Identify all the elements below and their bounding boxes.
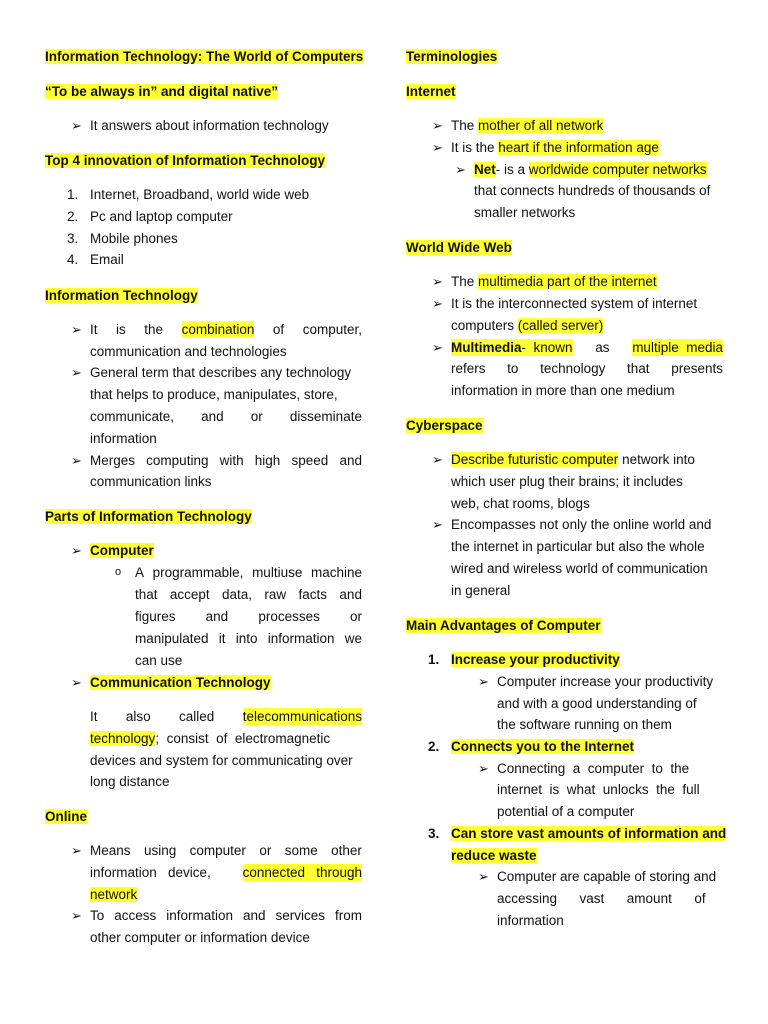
arrow-bullet-icon: ➢ <box>71 322 82 337</box>
www-bullet-1: The multimedia part of the internet <box>451 274 657 289</box>
cyberspace-heading: Cyberspace <box>406 418 483 433</box>
it-bullet-2-line-4: information <box>90 431 157 446</box>
arrow-bullet-icon: ➢ <box>71 908 82 923</box>
list-item: Email <box>90 252 124 267</box>
internet-bullet-2: It is the heart if the information age <box>451 140 659 155</box>
parts-heading: Parts of Information Technology <box>45 509 252 524</box>
net-bullet-line-1: Net- is a worldwide computer networks <box>474 162 707 177</box>
cyber-bullet-1-line-2: which user plug their brains; it includes <box>451 474 683 489</box>
arrow-bullet-icon: ➢ <box>478 761 489 776</box>
cyber-bullet-2-line-4: in general <box>451 583 511 598</box>
circle-bullet-icon: o <box>115 566 122 578</box>
cyber-bullet-2-line-3: wired and wireless world of communication <box>451 561 708 576</box>
computer-label: Computer <box>90 543 154 558</box>
arrow-bullet-icon: ➢ <box>71 843 82 858</box>
arrow-bullet-icon: ➢ <box>432 140 443 155</box>
comm-desc-line-2: technology; consist of electromagnetic <box>90 731 331 746</box>
arrow-bullet-icon: ➢ <box>432 452 443 467</box>
internet-bullet-1: The mother of all network <box>451 118 604 133</box>
comm-desc-line-1: It also called telecommunications <box>90 709 362 724</box>
it-bullet-3-line-2: communication links <box>90 474 212 489</box>
arrow-bullet-icon: ➢ <box>478 869 489 884</box>
quote-heading: “To be always in” and digital native” <box>45 84 279 99</box>
advantage-title: Increase your productivity <box>451 652 620 667</box>
www-bullet-2-line-1: It is the interconnected system of internet <box>451 296 698 311</box>
cyber-bullet-2-line-1: Encompasses not only the online world and <box>451 517 712 532</box>
www-bullet-3-line-3: information in more than one medium <box>451 383 675 398</box>
document-title: Information Technology: The World of Computers <box>45 49 364 64</box>
cyber-bullet-1-line-3: web, chat rooms, blogs <box>451 496 590 511</box>
net-bullet-line-2: that connects hundreds of thousands of <box>474 183 711 198</box>
arrow-bullet-icon: ➢ <box>432 296 443 311</box>
top4-heading: Top 4 innovation of Information Technology <box>45 153 325 168</box>
advantage-desc-line: internet is what unlocks the full <box>497 782 700 797</box>
www-bullet-3-line-1: Multimedia- known as multiple media <box>451 340 723 355</box>
arrow-bullet-icon: ➢ <box>71 453 82 468</box>
advantage-desc-line: Connecting a computer to the <box>497 761 690 776</box>
list-number: 2. <box>428 739 440 754</box>
comm-label: Communication Technology <box>90 675 271 690</box>
online-bullet-1-line-3: network <box>90 887 138 902</box>
list-number: 4. <box>67 252 79 267</box>
arrow-bullet-icon: ➢ <box>432 340 443 355</box>
advantage-title: Connects you to the Internet <box>451 739 635 754</box>
list-item: Pc and laptop computer <box>90 209 233 224</box>
advantage-title-line-2: reduce waste <box>451 848 537 863</box>
www-heading: World Wide Web <box>406 240 512 255</box>
arrow-bullet-icon: ➢ <box>478 674 489 689</box>
list-item: Internet, Broadband, world wide web <box>90 187 310 202</box>
arrow-bullet-icon: ➢ <box>71 118 82 133</box>
list-item: Mobile phones <box>90 231 178 246</box>
arrow-bullet-icon: ➢ <box>71 365 82 380</box>
computer-desc-line-5: can use <box>135 653 183 668</box>
it-bullet-1-line-1: It is the combination of computer, <box>90 322 362 337</box>
online-heading: Online <box>45 809 88 824</box>
advantage-title: Can store vast amounts of information and <box>451 826 727 841</box>
arrow-bullet-icon: ➢ <box>432 517 443 532</box>
list-number: 1. <box>67 187 79 202</box>
advantage-desc-line: Computer increase your productivity <box>497 674 714 689</box>
computer-desc-line-3: figures and processes or <box>135 609 362 624</box>
online-bullet-1-line-2: information device, connected through <box>90 865 362 880</box>
list-number: 1. <box>428 652 440 667</box>
advantage-desc-line: information <box>497 913 564 928</box>
arrow-bullet-icon: ➢ <box>432 274 443 289</box>
arrow-bullet-icon: ➢ <box>455 162 466 177</box>
computer-desc-line-1: A programmable, multiuse machine <box>135 565 362 580</box>
internet-heading: Internet <box>406 84 456 99</box>
it-heading: Information Technology <box>45 288 198 303</box>
online-bullet-1-line-1: Means using computer or some other <box>90 843 362 858</box>
terminologies-heading: Terminologies <box>406 49 498 64</box>
it-bullet-1-line-2: communication and technologies <box>90 344 287 359</box>
computer-desc-line-4: manipulated it into information we <box>135 631 362 646</box>
advantages-heading: Main Advantages of Computer <box>406 618 601 633</box>
advantage-desc-line: and with a good understanding of <box>497 696 697 711</box>
comm-desc-line-3: devices and system for communicating over <box>90 753 353 768</box>
advantage-desc-line: Computer are capable of storing and <box>497 869 717 884</box>
advantage-desc-line: accessing vast amount of <box>497 891 706 906</box>
cyber-bullet-1-line-1: Describe futuristic computer network into <box>451 452 695 467</box>
comm-desc-line-4: long distance <box>90 774 170 789</box>
quote-bullet: It answers about information technology <box>90 118 329 133</box>
net-bullet-line-3: smaller networks <box>474 205 576 220</box>
online-bullet-2-line-2: other computer or information device <box>90 930 310 945</box>
www-bullet-2-line-2: computers (called server) <box>451 318 604 333</box>
cyber-bullet-2-line-2: the internet in particular but also the whole <box>451 539 705 554</box>
list-number: 3. <box>67 231 79 246</box>
list-number: 2. <box>67 209 79 224</box>
advantage-desc-line: potential of a computer <box>497 804 635 819</box>
arrow-bullet-icon: ➢ <box>432 118 443 133</box>
it-bullet-2-line-1: General term that describes any technology <box>90 365 352 380</box>
it-bullet-2-line-2: that helps to produce, manipulates, store, <box>90 387 338 402</box>
it-bullet-2-line-3: communicate, and or disseminate <box>90 409 362 424</box>
computer-desc-line-2: that accept data, raw facts and <box>135 587 362 602</box>
arrow-bullet-icon: ➢ <box>71 675 82 690</box>
it-bullet-3-line-1: Merges computing with high speed and <box>90 453 362 468</box>
www-bullet-3-line-2: refers to technology that presents <box>451 361 723 376</box>
list-number: 3. <box>428 826 440 841</box>
arrow-bullet-icon: ➢ <box>71 543 82 558</box>
advantage-desc-line: the software running on them <box>497 717 672 732</box>
online-bullet-2-line-1: To access information and services from <box>90 908 362 923</box>
